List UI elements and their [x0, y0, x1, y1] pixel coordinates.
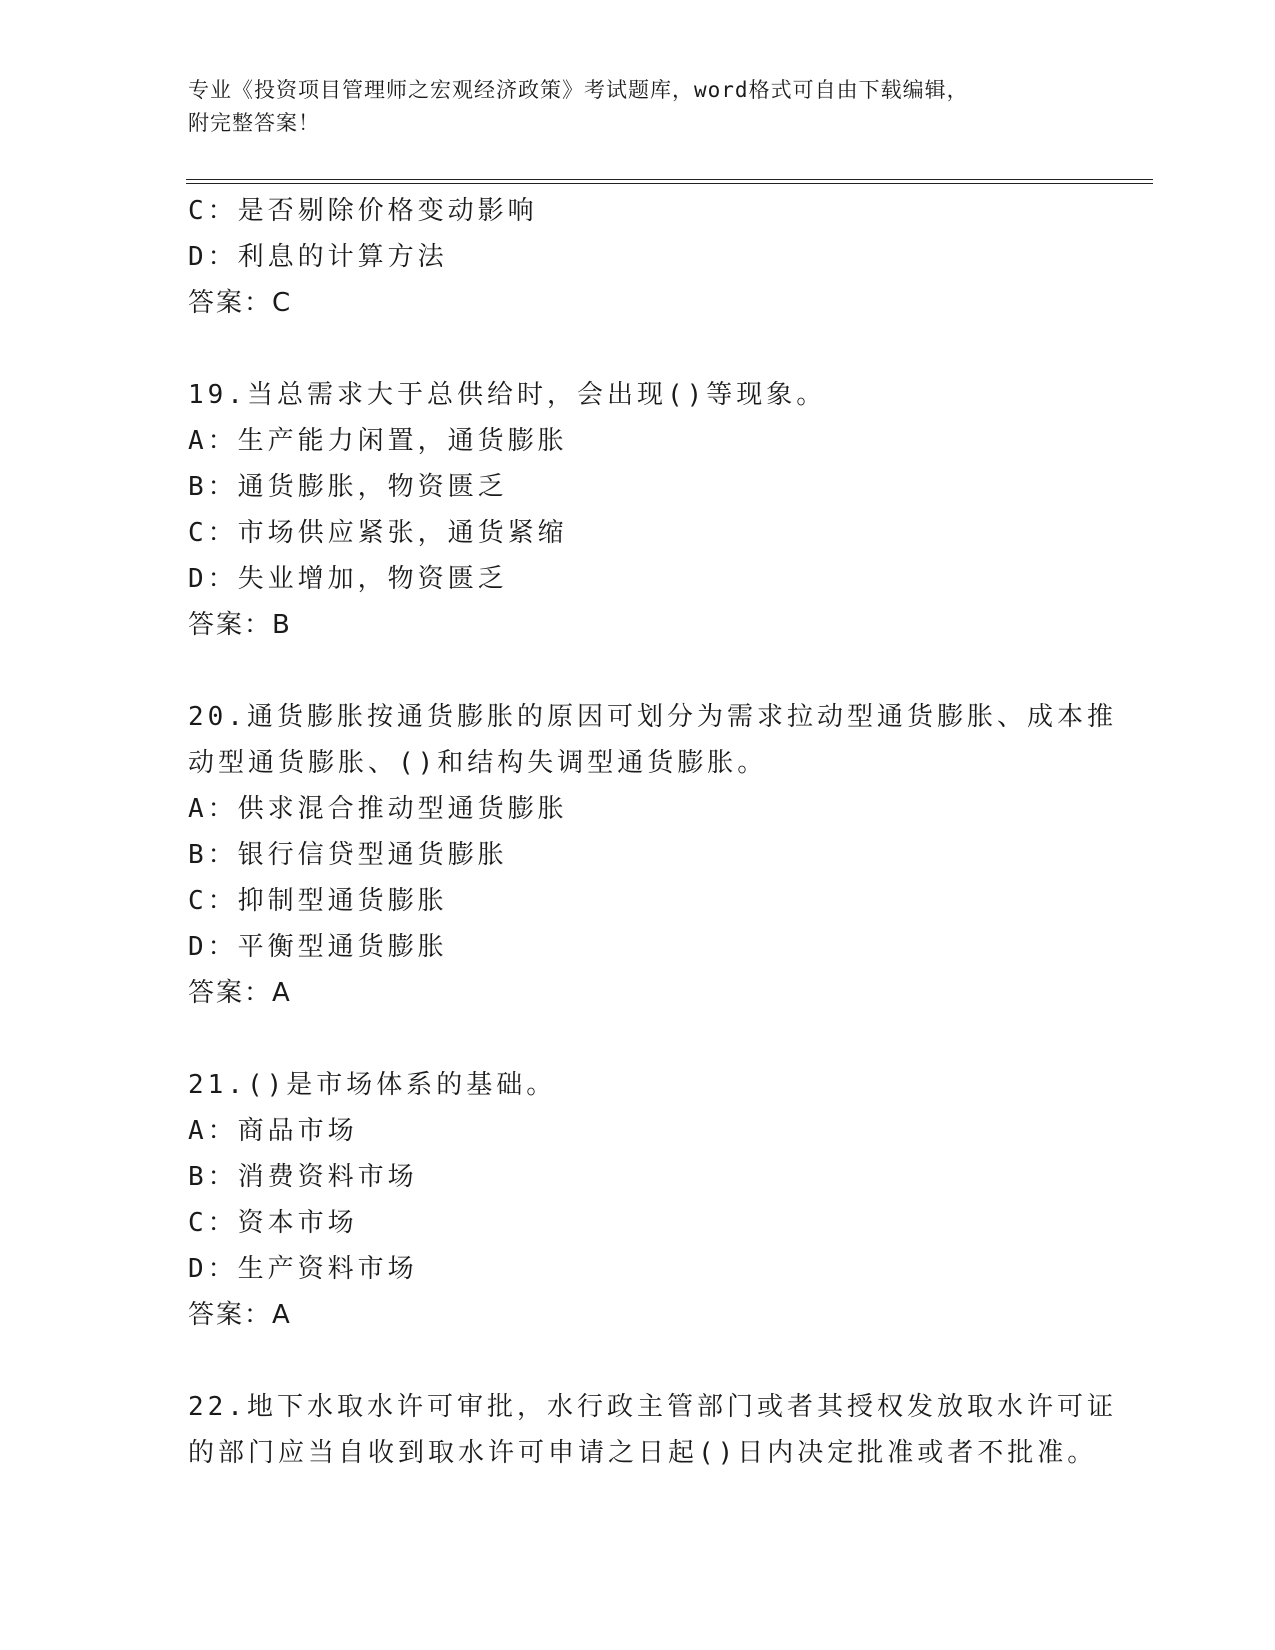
option-a: A：供求混合推动型通货膨胀	[188, 794, 568, 824]
option-c: C：资本市场	[188, 1208, 358, 1238]
answer: 答案：A	[188, 978, 292, 1008]
header-line-1: 专业《投资项目管理师之宏观经济政策》考试题库，word格式可自由下载编辑，	[188, 78, 969, 102]
option-a: A：生产能力闲置，通货膨胀	[188, 426, 568, 456]
option-d: D：利息的计算方法	[188, 242, 448, 272]
option-b: B：银行信贷型通货膨胀	[188, 840, 508, 870]
option-b: B：通货膨胀，物资匮乏	[188, 472, 508, 502]
question-stem-line-1: 20.通货膨胀按通货膨胀的原因可划分为需求拉动型通货膨胀、成本推	[188, 702, 1117, 732]
question-stem-line-2: 的部门应当自收到取水许可申请之日起()日内决定批准或者不批准。	[188, 1438, 1098, 1468]
question-18	[188, 188, 1088, 326]
question-22	[188, 1384, 1117, 1476]
header-divider-top	[186, 179, 1153, 180]
question-21	[188, 1062, 1088, 1338]
spacer	[188, 648, 1088, 694]
option-b: B：消费资料市场	[188, 1162, 418, 1192]
question-19	[188, 372, 1088, 648]
option-d: D：生产资料市场	[188, 1254, 418, 1284]
question-20	[188, 694, 1117, 1016]
spacer	[188, 1338, 1088, 1384]
option-c: C：是否剔除价格变动影响	[188, 196, 538, 226]
option-c: C：市场供应紧张，通货紧缩	[188, 518, 568, 548]
answer: 答案：A	[188, 1300, 292, 1330]
question-stem: 21.()是市场体系的基础。	[188, 1070, 557, 1100]
document-header	[188, 74, 1088, 140]
question-stem-line-2: 动型通货膨胀、()和结构失调型通货膨胀。	[188, 748, 768, 778]
header-divider-bottom	[186, 183, 1153, 184]
question-stem: 19.当总需求大于总供给时，会出现()等现象。	[188, 380, 827, 410]
document-body	[188, 188, 1117, 1476]
answer: 答案：B	[188, 610, 292, 640]
answer: 答案：C	[188, 288, 293, 318]
option-d: D：平衡型通货膨胀	[188, 932, 448, 962]
spacer	[188, 326, 1088, 372]
question-stem-line-1: 22.地下水取水许可审批，水行政主管部门或者其授权发放取水许可证	[188, 1392, 1117, 1422]
option-a: A：商品市场	[188, 1116, 358, 1146]
spacer	[188, 1016, 1088, 1062]
header-line-2: 附完整答案！	[188, 111, 320, 135]
option-d: D：失业增加，物资匮乏	[188, 564, 508, 594]
option-c: C：抑制型通货膨胀	[188, 886, 448, 916]
